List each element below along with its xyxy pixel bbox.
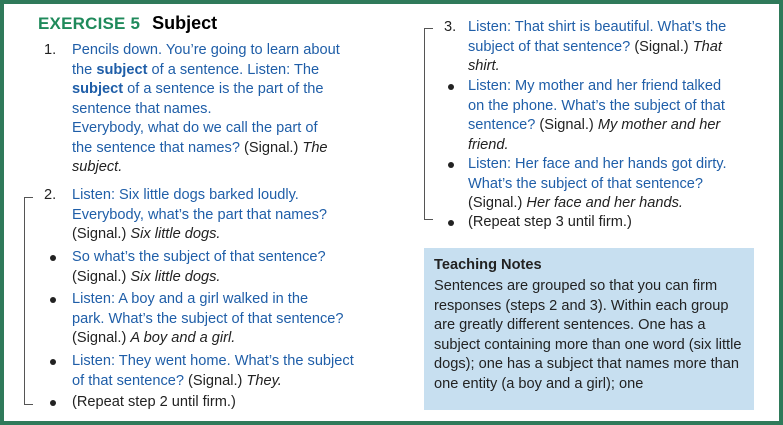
step-number: 3. [444,19,457,35]
answer-text: Six little dogs. [130,268,221,285]
step-line: Listen: Six little dogs barked loudly. [72,187,299,203]
signal-text: (Signal.) [535,117,598,133]
step-line: Listen: They went home. What’s the subject [72,353,354,369]
signal-text: (Signal.) [72,226,131,242]
step-line: Listen: That shirt is beautiful. What’s the [468,19,727,35]
bullet-icon [448,162,454,168]
step-line: the [72,61,97,78]
step-line: Listen: A boy and a girl walked in the [72,291,309,307]
step-line: the sentence that names? [72,139,240,156]
answer-text: The [302,139,328,156]
step-line: Pencils down. You’re going to learn about [72,42,340,58]
bullet-icon [50,359,56,365]
step-3-bracket [424,28,433,220]
answer-text: Her face and her hands. [526,195,683,211]
teaching-notes-box [424,248,754,410]
repeat-instruction: (Repeat step 3 until firm.) [468,214,632,230]
bold-term: subject [72,81,124,97]
answer-text: subject. [72,159,123,175]
answer-text: They. [246,372,282,389]
signal-text: (Signal.) [183,372,247,389]
signal-text: (Signal.) [468,195,527,211]
step-line: Listen: Her face and her hands got dirty. [468,156,727,172]
teaching-notes-title: Teaching Notes [434,257,542,273]
signal-text: (Signal.) [72,330,131,346]
step-line: sentence that names. [72,100,212,117]
signal-text: (Signal.) [239,139,303,156]
exercise-heading [38,13,217,34]
answer-text: That [692,38,722,55]
exercise-title: Subject [152,13,218,33]
step-line: of that sentence? [72,372,184,389]
step-line: sentence? [468,117,536,133]
step-line: Everybody, what’s the part that names? [72,206,327,223]
signal-text: (Signal.) [72,268,131,285]
bullet-icon [50,255,56,261]
step-line: of a sentence is the part of the [123,81,324,97]
step-line: of a sentence. Listen: The [147,61,320,78]
answer-text: My mother and her [597,117,721,133]
step-number: 2. [44,187,57,203]
bullet-icon [448,84,454,90]
bullet-icon [448,220,454,226]
step-line: park. What’s the subject of that sentence? [72,310,344,327]
step-line: What’s the subject of that sentence? [468,175,703,192]
step-2-bracket [24,197,33,405]
signal-text: (Signal.) [630,38,693,55]
bullet-icon [50,400,56,406]
step-line: subject of that sentence? [468,38,631,55]
teaching-notes-body: Sentences are grouped so that you can firm responses (steps 2 and 3). Within each group are greatly different sentences. One has a subject containing more than one word (six little dogs); one has a subject that names more than one entity (a boy and a girl); one [434,278,742,392]
step-line: Everybody, what do we call the part of [72,120,318,136]
answer-text: Six little dogs. [130,226,221,242]
bullet-icon [50,297,56,303]
step-line: on the phone. What’s the subject of that [468,97,725,114]
step-number: 1. [44,42,57,58]
answer-text: shirt. [468,58,500,74]
repeat-instruction: (Repeat step 2 until firm.) [72,394,236,410]
bold-term: subject [96,61,148,78]
step-line: So what’s the subject of that sentence? [72,249,326,265]
answer-text: friend. [468,136,509,153]
exercise-number: EXERCISE 5 [38,14,141,33]
step-line: Listen: My mother and her friend talked [468,78,722,94]
answer-text: A boy and a girl. [130,330,236,346]
